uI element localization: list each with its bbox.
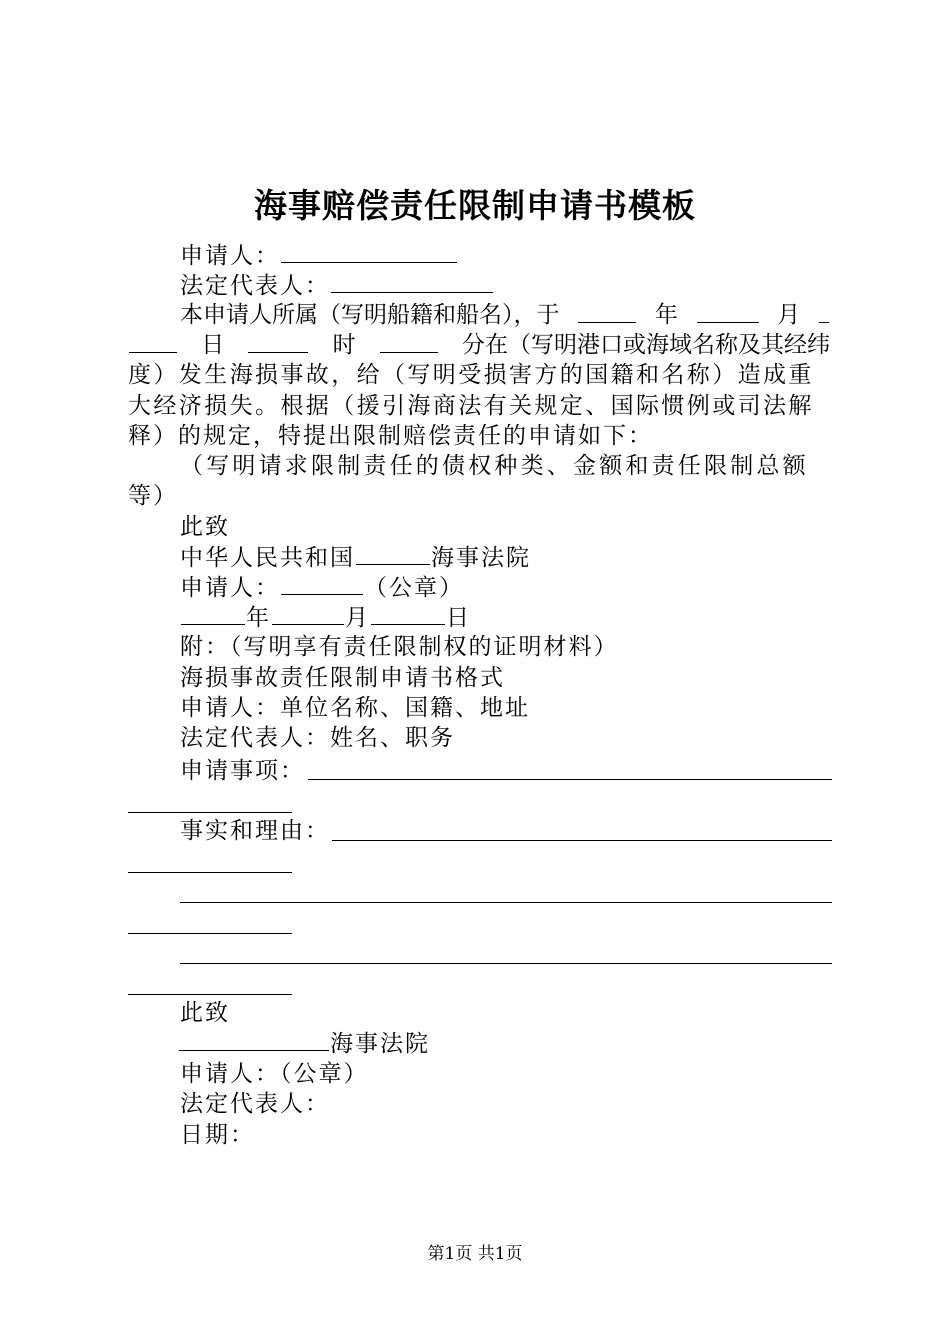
para1-line5: 释）的规定，特提出限制赔偿责任的申请如下： — [128, 423, 653, 449]
hour-label: 时 — [332, 332, 356, 358]
minute-blank[interactable] — [380, 330, 438, 353]
document-title: 海事赔偿责任限制申请书模板 — [254, 186, 696, 225]
facts-blank-line3[interactable] — [180, 963, 832, 964]
format-court-suffix: 海事法院 — [330, 1031, 430, 1057]
facts-blank[interactable] — [332, 840, 832, 841]
sign-applicant-blank[interactable] — [281, 572, 363, 595]
format-court-blank[interactable] — [179, 1028, 329, 1051]
matters-blank[interactable] — [308, 779, 832, 780]
facts-blank-line2[interactable] — [180, 902, 832, 903]
facts-label: 事实和理由： — [180, 818, 330, 844]
sign-applicant-label: 申请人： — [180, 575, 280, 601]
day-label: 日 — [201, 332, 225, 358]
page-number: 第1页 共1页 — [427, 1244, 523, 1264]
format-court-line — [178, 1028, 430, 1059]
format-date: 日期： — [180, 1122, 255, 1148]
sign-year-label: 年 — [246, 605, 271, 631]
sign-day-label: 日 — [446, 605, 471, 631]
para1-line2 — [128, 330, 830, 360]
court-line — [180, 542, 531, 573]
para1-text-a: 本申请人所属（写明船籍和船名），于 — [180, 302, 560, 328]
matters-blank-cont[interactable] — [128, 812, 292, 813]
format-legal-rep: 法定代表人：姓名、职务 — [180, 725, 455, 751]
applicant-blank[interactable] — [281, 240, 457, 263]
sign-applicant-line — [180, 572, 464, 603]
sign-month-label: 月 — [345, 605, 370, 631]
applicant-line — [180, 240, 458, 271]
sign-month-blank[interactable] — [272, 602, 344, 625]
format-sign-applicant: 申请人：（公章） — [180, 1061, 369, 1087]
facts-blank-line2-cont[interactable] — [128, 933, 292, 934]
sign-day-blank[interactable] — [371, 602, 445, 625]
sign-date-line — [180, 602, 471, 633]
sign-year-blank[interactable] — [181, 602, 245, 625]
para1-line4: 大经济损失。根据（援引海商法有关规定、国际惯例或司法解 — [128, 393, 814, 419]
year-label: 年 — [654, 302, 678, 328]
court-prefix: 中华人民共和国 — [180, 545, 355, 571]
legal-rep-label: 法定代表人： — [180, 273, 330, 299]
format-sign-legal-rep: 法定代表人： — [180, 1091, 330, 1117]
day-blank-start[interactable] — [819, 300, 829, 323]
hour-blank[interactable] — [248, 330, 308, 353]
format-applicant: 申请人：单位名称、国籍、地址 — [180, 695, 530, 721]
applicant-label: 申请人： — [180, 243, 280, 269]
attachment-line: 附：（写明享有责任限制权的证明材料） — [180, 634, 619, 660]
legal-rep-blank[interactable] — [331, 270, 493, 293]
court-suffix: 海事法院 — [431, 545, 531, 571]
month-blank[interactable] — [697, 300, 759, 323]
facts-blank-cont[interactable] — [128, 872, 292, 873]
para2-line2: 等） — [128, 483, 178, 509]
legal-rep-line — [180, 270, 494, 301]
para1-text-b: 分在（写明港口或海域名称及其经纬 — [461, 332, 830, 358]
day-blank[interactable] — [129, 330, 177, 353]
format-salutation: 此致 — [180, 1000, 230, 1026]
para2-line1: （写明请求限制责任的债权种类、金额和责任限制总额 — [180, 453, 809, 479]
format-heading: 海损事故责任限制申请书格式 — [180, 665, 505, 691]
para1-line1 — [180, 300, 830, 330]
salutation: 此致 — [180, 514, 230, 540]
matters-label: 申请事项： — [180, 758, 305, 784]
year-blank[interactable] — [578, 300, 636, 323]
seal-label: （公章） — [364, 575, 464, 601]
para1-line3: 度）发生海损事故，给（写明受损害方的国籍和名称）造成重 — [128, 362, 814, 388]
month-label: 月 — [777, 302, 801, 328]
facts-blank-line3-cont[interactable] — [128, 994, 292, 995]
court-name-blank[interactable] — [356, 542, 430, 565]
